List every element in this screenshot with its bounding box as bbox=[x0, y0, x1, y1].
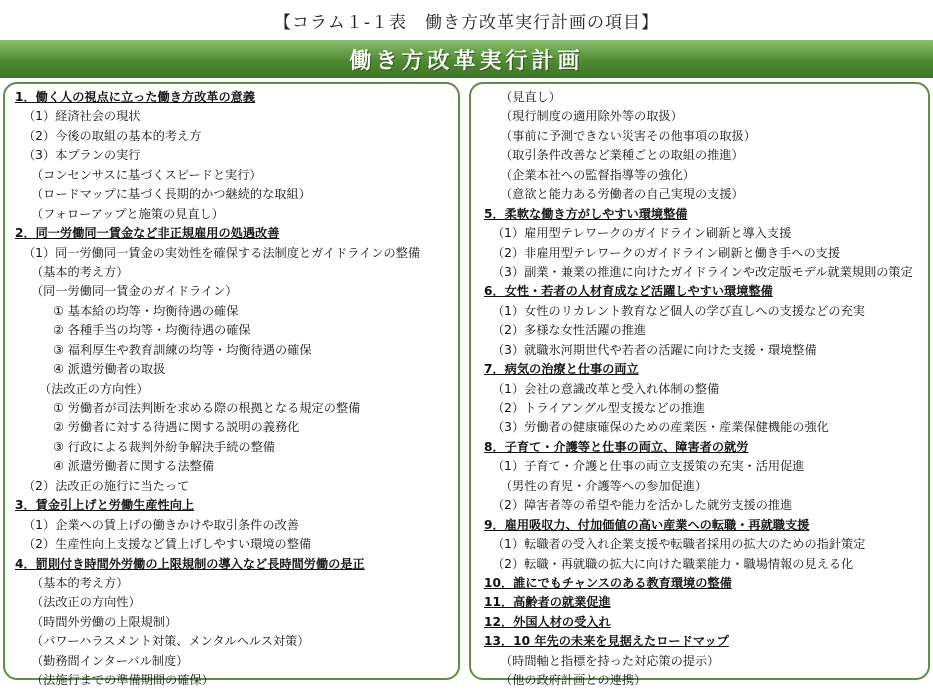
outline-item: （3）本プランの実行 bbox=[23, 148, 141, 163]
section-heading: 6．女性・若者の人材育成など活躍しやすい環境整備 bbox=[484, 284, 773, 299]
outline-item: （時間外労働の上限規制） bbox=[31, 614, 178, 629]
outline-item: （1）雇用型テレワークのガイドライン刷新と導入支援 bbox=[492, 226, 792, 241]
outline-item: （法改正の方向性） bbox=[31, 595, 141, 610]
outline-item: （事前に予測できない災害その他事項の取扱） bbox=[500, 128, 756, 143]
outline-item: ③ 行政による裁判外紛争解決手続の整備 bbox=[53, 439, 275, 454]
outline-item: （意欲と能力ある労働者の自己実現の支援） bbox=[500, 187, 744, 202]
banner-title: 働き方改革実行計画 bbox=[349, 49, 584, 74]
outline-item: （ロードマップに基づく長期的かつ継続的な取組） bbox=[31, 187, 311, 202]
outline-item: （勤務間インターバル制度） bbox=[31, 653, 189, 668]
outline-item: （1）女性のリカレント教育など個人の学び直しへの支援などの充実 bbox=[492, 303, 865, 318]
outline-item: （フォローアップと施策の見直し） bbox=[31, 206, 224, 221]
outline-item: （2）障害者等の希望や能力を活かした就労支援の推進 bbox=[492, 498, 793, 513]
outline-item: （取引条件改善など業種ごとの取組の推進） bbox=[500, 148, 744, 163]
section-heading: 7．病気の治療と仕事の両立 bbox=[484, 362, 639, 377]
outline-item: （2）非雇用型テレワークのガイドライン刷新と働き手への支援 bbox=[492, 245, 841, 260]
outline-item: （コンセンサスに基づくスピードと実行） bbox=[31, 167, 262, 182]
section-heading: 2．同一労働同一賃金など非正規雇用の処遇改善 bbox=[15, 226, 280, 241]
outline-item: （見直し） bbox=[500, 90, 561, 104]
outline-item: （3）労働者の健康確保のための産業医・産業保健機能の強化 bbox=[492, 420, 829, 435]
outline-item: （2）転職・再就職の拡大に向けた職業能力・職場情報の見える化 bbox=[492, 556, 854, 571]
outline-item: （2）今後の取組の基本的考え方 bbox=[23, 128, 202, 143]
outline-item: （パワーハラスメント対策、メンタルヘルス対策） bbox=[31, 634, 310, 649]
section-heading: 1．働く人の視点に立った働き方改革の意義 bbox=[15, 90, 256, 104]
section-heading: 8．子育て・介護等と仕事の両立、障害者の就労 bbox=[484, 439, 749, 454]
outline-item: （同一労働同一賃金のガイドライン） bbox=[31, 284, 238, 299]
outline-item: （1）子育て・介護と仕事の両立支援策の充実・活用促進 bbox=[492, 459, 805, 474]
outline-item: （2）多様な女性活躍の推進 bbox=[492, 323, 647, 338]
outline-item: （2）法改正の施行に当たって bbox=[23, 478, 190, 493]
outline-item: （1）転職者の受入れ企業支援や転職者採用の拡大のための指針策定 bbox=[492, 537, 866, 552]
section-heading: 13．10 年先の未来を見据えたロードマップ bbox=[484, 634, 729, 649]
section-heading: 11．高齢者の就業促進 bbox=[484, 595, 611, 610]
outline-item: （他の政府計画との連携） bbox=[500, 673, 647, 688]
outline-item: （3）就職氷河期世代や若者の活躍に向けた支援・環境整備 bbox=[492, 342, 817, 357]
title-banner bbox=[0, 40, 933, 78]
outline-item: （時間軸と指標を持った対応策の提示） bbox=[500, 653, 720, 668]
outline-item: ② 労働者に対する待遇に関する説明の義務化 bbox=[53, 420, 300, 435]
outline-item: ① 労働者が司法判断を求める際の根拠となる規定の整備 bbox=[53, 401, 361, 415]
outline-item: （現行制度の適用除外等の取扱） bbox=[500, 109, 683, 124]
outline-item: （3）副業・兼業の推進に向けたガイドラインや改定版モデル就業規則の策定 bbox=[492, 264, 913, 279]
outline-item: ④ 派遣労働者の取扱 bbox=[53, 362, 166, 377]
outline-item: （法改正の方向性） bbox=[39, 381, 149, 396]
table-caption: 【コラム１-１表 働き方改革実行計画の項目】 bbox=[274, 13, 659, 33]
outline-item: （企業本社への監督指導等の強化） bbox=[500, 167, 695, 182]
left-column-panel bbox=[3, 82, 460, 688]
section-heading: 3．賃金引上げと労働生産性向上 bbox=[15, 498, 195, 513]
outline-item: （男性の育児・介護等への参加促進） bbox=[500, 478, 708, 493]
right-column-panel bbox=[469, 82, 930, 688]
outline-item: ④ 派遣労働者に関する法整備 bbox=[53, 459, 215, 474]
section-heading: 12．外国人材の受入れ bbox=[484, 614, 611, 629]
outline-item: ② 各種手当の均等・均衡待遇の確保 bbox=[53, 323, 251, 338]
outline-item: （1）会社の意識改革と受入れ体制の整備 bbox=[492, 381, 720, 396]
outline-item: （2）生産性向上支援など賃上げしやすい環境の整備 bbox=[23, 537, 312, 552]
outline-item: （1）経済社会の現状 bbox=[23, 109, 141, 124]
outline-item: （基本的考え方） bbox=[31, 264, 129, 279]
outline-item: （2）トライアングル型支援などの推進 bbox=[492, 401, 706, 415]
section-heading: 5．柔軟な働き方がしやすい環境整備 bbox=[484, 206, 688, 221]
outline-item: （1）同一労働同一賃金の実効性を確保する法制度とガイドラインの整備 bbox=[23, 245, 421, 260]
outline-item: ③ 福利厚生や教育訓練の均等・均衡待遇の確保 bbox=[53, 342, 312, 357]
section-heading: 10．誰にでもチャンスのある教育環境の整備 bbox=[484, 575, 732, 590]
section-heading: 4．罰則付き時間外労働の上限規制の導入など長時間労働の是正 bbox=[15, 556, 365, 571]
outline-item: （基本的考え方） bbox=[31, 575, 129, 590]
outline-item: ① 基本給の均等・均衡待遇の確保 bbox=[53, 303, 239, 318]
section-heading: 9．雇用吸収力、付加価値の高い産業への転職・再就職支援 bbox=[484, 517, 810, 532]
outline-item: （1）企業への賃上げの働きかけや取引条件の改善 bbox=[23, 517, 299, 532]
outline-item: （法施行までの準備期間の確保） bbox=[31, 673, 214, 688]
